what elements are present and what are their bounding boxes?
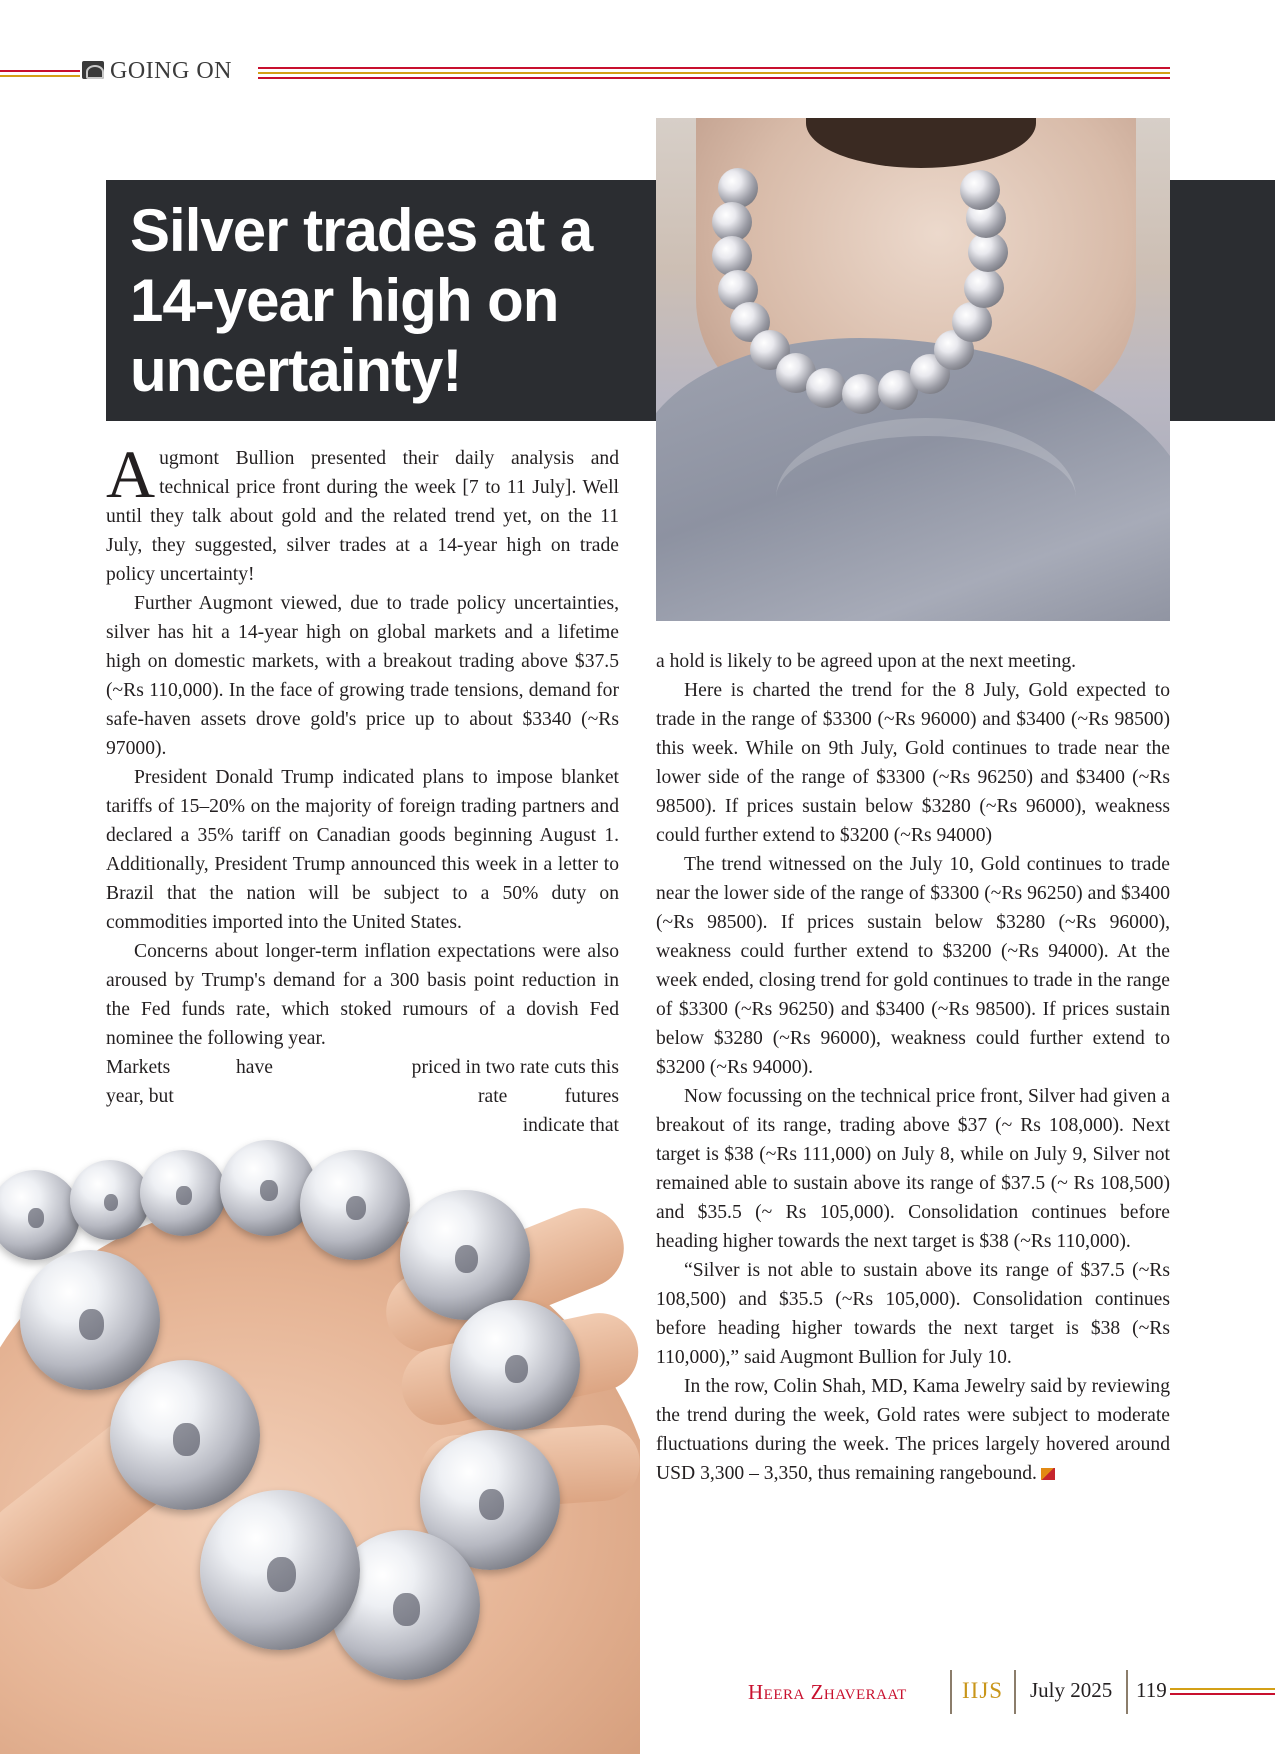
paragraph-2: Further Augmont viewed, due to trade policy uncertainties, silver has hit a 14-year high on global markets and a lifetime high on domestic markets, with a breakout trading above $37.5 (~Rs 110,000). In the face of growing trade tensions, demand for safe-haven assets drove gold's price up to about $3340 (~Rs 97000). (106, 593, 619, 759)
article-column-left (106, 436, 619, 1140)
event-name: IIJS (962, 1678, 1004, 1703)
article-title: Silver trades at a 14-year high on uncertainty! (130, 197, 593, 404)
wrap-text: have (236, 1057, 273, 1078)
paragraph-6: Here is charted the trend for the 8 July, Gold expected to trade in the range of $3300 (~Rs 96000) and $3400 (~Rs 98500) this week. While on 9th July, Gold continues to trade near the lower side of the range of $3300 (~Rs 96250) and $3400 (~Rs 98500). If prices sustain below $3280 (~Rs 96000), weakness could further extend to $3200 (~Rs 94000) (656, 680, 1170, 846)
paragraph-1 (106, 436, 619, 589)
footer-rule-red (1170, 1693, 1275, 1695)
section-label: GOING ON (110, 58, 232, 84)
footer-rule-gold (1170, 1688, 1275, 1690)
bracelet-bead (0, 1170, 80, 1260)
header-rule-left-red (0, 70, 80, 72)
footer-separator (1126, 1670, 1128, 1714)
drop-cap: A (106, 436, 156, 512)
paragraph-9: “Silver is not able to sustain above its range of $37.5 (~Rs 108,500) and $35.5 (~Rs 105,000). Consolidation continues before heading higher towards the next target is $38 (~Rs 110,000),” said Augmont Bullion for July 10. (656, 1260, 1170, 1368)
necklace-photo (656, 118, 1170, 621)
article-column-right (656, 647, 1170, 1488)
wrap-text: rate (478, 1086, 508, 1107)
header-rule-right-red-2 (258, 77, 1170, 79)
magazine-name: Heera Zhaveraat (748, 1680, 907, 1704)
bracelet-photo (0, 1110, 640, 1754)
wrapped-lines (106, 1053, 619, 1140)
necklace-bead (952, 302, 992, 342)
wrap-text: year, but (106, 1086, 174, 1107)
footer-separator (1014, 1670, 1016, 1714)
bracelet-bead (200, 1490, 360, 1650)
wrap-text: futures (564, 1086, 619, 1107)
bracelet-bead (300, 1150, 410, 1260)
footer-separator (950, 1670, 952, 1714)
bracelet-bead (140, 1150, 226, 1236)
necklace-bead (964, 268, 1004, 308)
header-rule-left-gold (0, 75, 80, 77)
paragraph-4: Concerns about longer-term inflation expectations were also aroused by Trump's demand for a 300 basis point reduction in the Fed funds rate, which stoked rumours of a dovish Fed nominee the following year. (106, 941, 619, 1049)
wrap-text: Markets (106, 1057, 171, 1078)
paragraph-3: President Donald Trump indicated plans to impose blanket tariffs of 15–20% on the majority of foreign trading partners and declared a 35% tariff on Canadian goods beginning August 1. Additionally, President Trump announced this week in a letter to Brazil that the nation will be subject to a 50% duty on commodities imported into the United States. (106, 767, 619, 933)
wrap-text: priced in two rate cuts this (411, 1057, 619, 1078)
necklace-bead (968, 232, 1008, 272)
page-number: 119 (1136, 1678, 1167, 1702)
section-icon (82, 61, 104, 79)
page-footer (0, 1670, 1275, 1710)
paragraph-10 (656, 1372, 1170, 1488)
paragraph-8: Now focussing on the technical price front, Silver had given a breakout of its range, trading above $37 (~ Rs 108,000). Next target is $38 (~Rs 111,000) on July 8, while on July 9, Silver not remained able to sustain above its range of $37.5 (~ Rs 108,500) and $35.5 (~ Rs 105,000). Consolidation continues before heading higher towards the next target is $38 (~Rs 110,000). (656, 1086, 1170, 1252)
header-rule-right-gold (258, 72, 1170, 74)
end-mark-icon (1041, 1468, 1055, 1480)
necklace-bead (960, 170, 1000, 210)
bracelet-bead (450, 1300, 580, 1430)
necklace-bead (806, 368, 846, 408)
paragraph-10-text: In the row, Colin Shah, MD, Kama Jewelry said by reviewing the trend during the week, Gold rates were subject to moderate fluctuations during the week. The prices largely hovered around USD 3,300 – 3,350, thus remaining rangebound. (656, 1376, 1170, 1484)
drape-fold (776, 418, 1076, 578)
issue-date: July 2025 (1030, 1678, 1113, 1702)
bracelet-bead (70, 1160, 150, 1240)
paragraph-5: a hold is likely to be agreed upon at the next meeting. (656, 651, 1077, 672)
header-rule-right-red (258, 67, 1170, 69)
section-header (0, 58, 1275, 88)
paragraph-7: The trend witnessed on the July 10, Gold continues to trade near the lower side of the range of $3300 (~Rs 96250) and $3400 (~Rs 98500). If prices sustain below $3280 (~Rs 96000), weakness could further extend to $3200 (~Rs 94000). At the week ended, closing trend for gold continues to trade in the range of $3300 (~Rs 96250) and $3400 (~Rs 98500). If prices sustain below $3280 (~Rs 96000), weakness could further extend to $3200 (~Rs 94000). (656, 854, 1170, 1078)
bracelet-bead (110, 1360, 260, 1510)
necklace-bead (842, 374, 882, 414)
bracelet-bead (20, 1250, 160, 1390)
paragraph-1-text: ugmont Bullion presented their daily analysis and technical price front during the week [7 to 11 July]. Well until they talk about gold and the related trend yet, on the 11 July, they suggested, silver trades at a 14-year high on trade policy uncertainty! (106, 448, 619, 585)
wrap-text: indicate that (522, 1115, 619, 1136)
